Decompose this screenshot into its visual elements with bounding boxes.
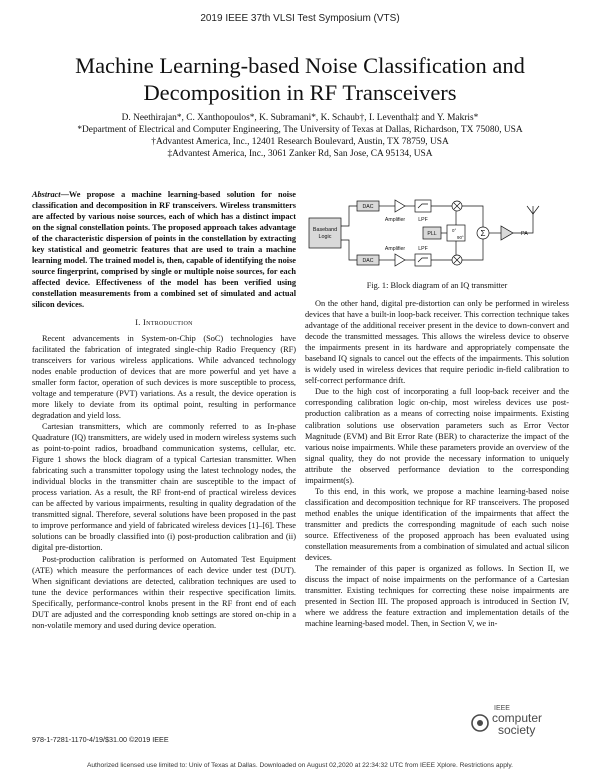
phase-label-90: 90° (457, 235, 464, 240)
paper-title (30, 52, 570, 106)
power-amplifier (501, 226, 513, 240)
abstract-label: Abstract (32, 190, 61, 199)
amplifier-label-top: Amplifier (384, 217, 406, 223)
license-notice: Authorized licensed use limited to: Univ of Texas at Dallas. Downloaded on August 02,2020 at 22:34:32 UTC from IEEE Xplore. Restrictions apply. (86, 762, 513, 769)
title-line-1: Machine Learning-based Noise Classification and (75, 53, 525, 78)
logo-society-text: society (498, 723, 536, 737)
title-line-2: Decomposition in RF Transceivers (143, 80, 457, 105)
baseband-label-2: Logic (318, 234, 332, 240)
lpf-block-bottom (415, 254, 431, 266)
baseband-logic-block (309, 218, 341, 248)
lpf-block-top (415, 200, 431, 212)
phase-label-0: 0° (452, 228, 457, 233)
pll-label: PLL (427, 231, 437, 237)
logo-ieee-text: IEEE (494, 705, 510, 712)
right-column (305, 298, 569, 629)
author-list: D. Neethirajan*, C. Xanthopoulos*, K. Subramani*, K. Schaub†, I. Leventhal‡ and Y. Makris* (121, 113, 479, 123)
intro-paragraph-2: Cartesian transmitters, which are commonly referred to as In-phase Quadrature (IQ) transmitters, are widely used in modern wireless systems such as point-to-point radios, broadband communication systems, cellular, etc. Figure 1 shows the block diagram of a typical Cartesian transmitter. When fabricating such a transmitter topology using the latest technology nodes, the individual blocks in the transmitter chain are susceptible to the impact of process variation. As a result, the RF front-end of practical wireless devices can be affected by various impairments, resulting in quality degradation of the transmitted signal. Therefore, several solutions have been proposed in the past to improve performance and yield of fabricated wireless devices [1]–[6]. These solutions can be broadly classified into (i) post-production calibration and (ii) digital pre-distortion. (32, 421, 296, 553)
pa-label: PA (521, 231, 528, 237)
abstract (32, 189, 296, 311)
dac-label-bottom: DAC (362, 258, 374, 264)
lpf-label-top: LPF (418, 217, 428, 223)
affiliation-3: ‡Advantest America, Inc., 3061 Zanker Rd, San Jose, CA 95134, USA (167, 149, 433, 159)
antenna-icon (527, 206, 539, 214)
isbn-footer: 978-1-7281-1170-4/19/$31.00 ©2019 IEEE (32, 735, 169, 744)
affiliation-1: *Department of Electrical and Computer Engineering, The University of Texas at Dallas, Richardson, TX 75080, USA (77, 125, 523, 135)
ieee-computer-society-logo (470, 701, 570, 739)
figure-caption: Fig. 1: Block diagram of an IQ transmitter (366, 281, 508, 290)
amplifier-label-bottom: Amplifier (384, 246, 406, 252)
right-paragraph-1: On the other hand, digital pre-distortion can only be performed in wireless devices that have a built-in loop-back receiver. This correction technique takes advantage of the additional receiver present in the device to down-convert and decode the transmitted messages. This allows the wireless device to observe the impairments present in its hardware and appropriately compensate the baseband IQ signals to cancel out the effects of the impairments. This solution is widely used in wireless devices that require periodic in-field calibration to self-correct performance drift. (305, 299, 569, 386)
right-paragraph-4: The remainder of this paper is organized as follows. In Section II, we discuss the impact of noise impairments on the performance of a Cartesian transmitter. Existing techniques for correcting these noise impairments are presented in Section III. The proposed approach is introduced in Section IV, where we address the feature extraction and implementation details of the machine learning-based model. Then, in Section V, we in- (305, 564, 569, 629)
intro-paragraph-3: Post-production calibration is performed on Automated Test Equipment (ATE) which measure the performances of each device under test (DUT). When significant deviations are detected, calibration techniques are used to tune the device performances within their respective specification limits. Specifically, performance-control knobs present in the RF front end of each DUT are adjusted and the corresponding knob settings are stored on-chip in a non-volatile memory and used during device operation. (32, 554, 296, 630)
dac-label-top: DAC (362, 204, 374, 210)
intro-paragraph-1: Recent advancements in System-on-Chip (SoC) technologies have facilitated the fabrication of integrated single-chip Radio Frequency (RF) transceivers for various wireless applications. While advanced technology nodes enable production of devices that are more powerful and yet have a smaller form factor, operation of such devices is more susceptible to process, voltage and temperature (PVT) variations. As a result, the device operation is more likely to deviate from its optimal point, resulting in performance degradation and yield loss. (32, 333, 296, 420)
conference-header: 2019 IEEE 37th VLSI Test Symposium (VTS) (200, 13, 400, 24)
iq-transmitter-block-diagram (305, 192, 569, 274)
lpf-label-bottom: LPF (418, 246, 428, 252)
right-paragraph-3: To this end, in this work, we propose a machine learning-based noise classification and decomposition technique for RF transceivers. The proposed method enables the unique identification of the impairments that affect the transmitter and predicts the corresponding magnitude of each such noise source. Effectiveness of the proposed approach has been evaluated using constellation measurements from a combination of simulated and actual silicon devices. (305, 486, 569, 563)
baseband-label-1: Baseband (312, 227, 338, 233)
affiliation-2: †Advantest America, Inc., 12401 Research Boulevard, Austin, TX 78759, USA (151, 137, 449, 147)
sum-label: Σ (480, 229, 486, 238)
abstract-text: —We propose a machine learning-based solution for noise classification and decomposition in RF transceivers. Wireless transmitters are affected by various noise sources, each of which has a distinct impact on the signal constellation points. The proposed approach takes advantage of the characteristic dispersion of points in the constellation by extracting key statistical and geometric features that are used to train a machine learning model. The trained model is, then, capable of identifying the noise source fingerprint, comprised by single or multiple noise sources, for each affected device. Effectiveness of the model has been verified using constellation measurements from a combined set of simulated and actual silicon devices. (32, 190, 296, 310)
section-heading-introduction: I. Introduction (135, 317, 193, 327)
amplifier-bottom (395, 254, 405, 266)
left-column (32, 189, 296, 631)
logo-computer-text: computer (492, 711, 543, 725)
author-block (20, 112, 580, 160)
right-paragraph-2: Due to the high cost of incorporating a full loop-back receiver and the corresponding calibration logic on-chip, most wireless devices use post-production calibration as a means of correcting noise impairments. Existing calibration solutions use observation parameters such as Error Vector Magnitude (EVM) and Bit Error Rate (BER) to characterize the impact of the various noise impairments. While these parameters provide an overview of the signal quality, they do not provide the necessary information to uniquely attribute the observed performance deviation to the corresponding impairment(s). (305, 387, 569, 485)
amplifier-top (395, 200, 405, 212)
